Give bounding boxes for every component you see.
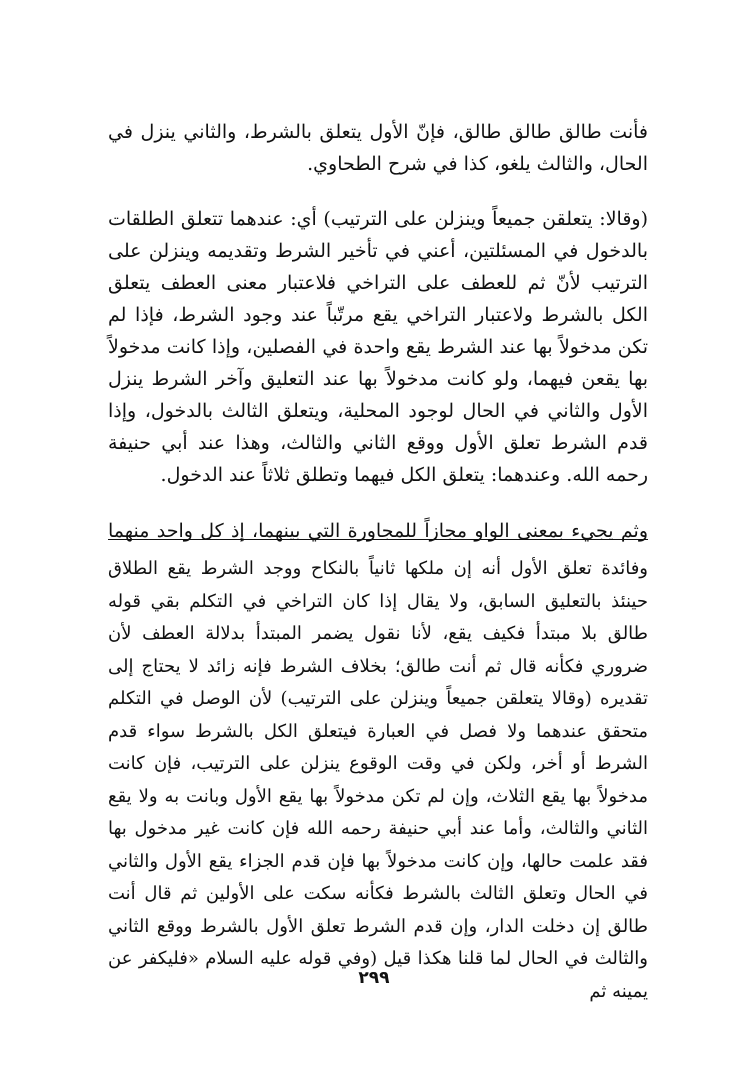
main-paragraph-2: (وقالا: يتعلقن جميعاً وينزلن على الترتيب) أي: عندهما تتعلق الطلقات بالدخول في المسئلتين، أعني في تأخير الشرط وتقديمه وينزلن على الترتيب لأنّ ثم للعطف على التراخي فلاعتبار معنى العطف يتعلق الكل بالشرط ولاعتبار التراخي يقع مرتّباً عند وجود الشرط، فإذا لم تكن مدخولاً بها عند الشرط يقع واحدة في الفصلين، وإذا كانت مدخولاً بها يقعن فيهما، ولو كانت مدخولاً بها عند التعليق وآخر الشرط ينزل الأول والثاني في الحال لوجود المحلية، ويتعلق الثالث بالدخول، وإذا قدم الشرط تعلق الأول ووقع الثاني والثالث، وهذا عند أبي حنيفة رحمه الله. وعندهما: يتعلق الكل فيهما وتطلق ثلاثاً عند الدخول. xyxy=(108,208,648,486)
footnote-text: وفائدة تعلق الأول أنه إن ملكها ثانياً بالنكاح ووجد الشرط يقع الطلاق حينئذ بالتعليق السابق، ولا يقال إذا كان التراخي في التكلم بقي قوله طالق بلا مبتدأ فكيف يقع، لأنا نقول يضمر المبتدأ بدلالة العطف لأن ضروري فكأنه قال ثم أنت طالق؛ بخلاف الشرط فإنه زائد لا يحتاج إلى تقديره (وقالا يتعلقن جميعاً وينزلن على الترتيب) لأن الوصل في التكلم متحقق عندهما ولا فصل في العبارة فيتعلق الكل بالشرط سواء قدم الشرط أو أخر، ولكن في وقت الوقوع ينزلن على الترتيب، فإن كانت مدخولاً بها يقع الثلاث، وإن لم تكن مدخولاً بها يقع الأول وبانت به ولا يقع الثاني والثالث، وأما عند أبي حنيفة رحمه الله فإن كانت غير مدخول بها فقد علمت حالها، وإن كانت مدخولاً بها فإن قدم الجزاء يقع الأول والثاني في الحال وتعلق الثالث بالشرط فكأنه سكت على الأولين ثم قال أنت طالق إن دخلت الدار، وإن قدم الشرط تعلق الأول بالشرط ووقع الثاني والثالث في الحال لما قلنا هكذا قيل (وفي قوله عليه السلام «فليكفر عن يمينه ثم xyxy=(108,558,648,1002)
main-paragraph-3: وثم يجيء بمعنى الواو مجازاً للمجاورة التي بينهما، إذ كل واحد منهما xyxy=(108,520,648,542)
main-paragraph-1: فأنت طالق طالق طالق، فإنّ الأول يتعلق بالشرط، والثاني ينزل في الحال، والثالث يلغو، كذا في شرح الطحاوي. xyxy=(108,121,648,175)
page-number: ٢٩٩ xyxy=(358,968,390,988)
footnote-section xyxy=(108,553,648,1008)
main-text xyxy=(108,116,648,547)
footnote-divider xyxy=(108,539,648,540)
